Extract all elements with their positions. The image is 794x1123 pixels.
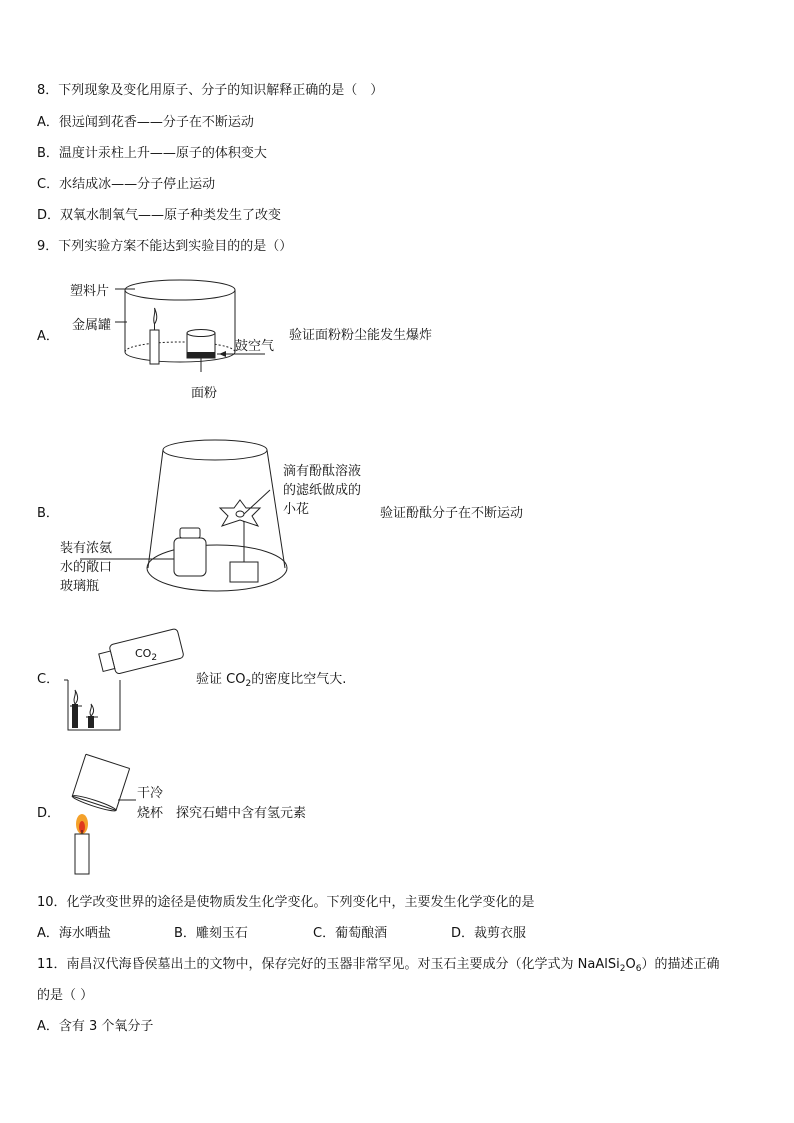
q10-options: [37, 925, 526, 943]
dry-beaker-candle-diagram: [60, 752, 140, 876]
q11-option-a[interactable]: A．含有 3 个氧分子: [37, 1019, 154, 1034]
q10-option-c[interactable]: C．葡萄酿酒: [313, 926, 388, 941]
short-candle-icon: [88, 716, 94, 728]
q9-c-purpose: 验证 $CO_2$的密度比空气大.: [196, 672, 347, 689]
label-flower-1: 滴有酚酞溶液: [283, 464, 362, 479]
q9-b-purpose: 验证酚酞分子在不断运动: [380, 506, 524, 521]
label-metal-can: 金属罐: [72, 318, 112, 333]
label-bottle-1: 装有浓氨: [60, 541, 113, 556]
q10-option-a[interactable]: A．海水晒盐: [37, 926, 111, 941]
q8-option-d[interactable]: D．双氧水制氧气——原子种类发生了改变: [37, 208, 282, 223]
q9-option-a-letter[interactable]: A．: [37, 329, 59, 344]
q9-stem: 9．下列实验方案不能达到实验目的的是（）: [37, 239, 293, 254]
label-plastic-sheet: 塑料片: [70, 284, 110, 299]
q10-option-d[interactable]: D．裁剪衣服: [451, 926, 527, 941]
q8-stem: 8．下列现象及变化用原子、分子的知识解释正确的是（ ）: [37, 83, 384, 98]
paper-flower-icon: [220, 500, 260, 526]
label-bottle-2: 水的敞口: [60, 560, 113, 575]
q8-option-c[interactable]: C．水结成冰——分子停止运动: [37, 177, 216, 192]
ammonia-bottle-icon: [174, 538, 206, 576]
q10-option-b[interactable]: B．雕刻玉石: [174, 926, 248, 941]
q9-a-purpose: 验证面粉粉尘能发生爆炸: [289, 328, 433, 343]
candle-icon: [150, 330, 159, 364]
label-flower-2: 的滤纸做成的: [283, 483, 362, 498]
q11-stem-line2: 的是（ ）: [37, 988, 94, 1003]
q9-option-b-letter[interactable]: B．: [37, 506, 59, 521]
label-dry-cold-1: 干冷: [137, 786, 164, 801]
label-dry-cold-2: 烧杯: [137, 806, 164, 821]
label-blow-air: 鼓空气: [235, 339, 275, 354]
candle-icon: [75, 834, 89, 874]
q8-option-a[interactable]: A．很远闻到花香——分子在不断运动: [37, 115, 254, 130]
co2-pouring-diagram: [60, 624, 190, 734]
q9-option-d-letter[interactable]: D．: [37, 806, 61, 821]
q9-d-purpose: 探究石蜡中含有氢元素: [176, 806, 307, 821]
label-flour: 面粉: [191, 386, 218, 401]
label-flower-3: 小花: [283, 502, 310, 517]
q8-option-b[interactable]: B．温度计汞柱上升——原子的体积变大: [37, 146, 267, 161]
q11-stem: 11．南昌汉代海昏侯墓出土的文物中，保存完好的玉器非常罕见。对玉石主要成分（化学式为 $NaAlSi_2O_6$）的描述正确: [37, 957, 720, 974]
tall-candle-icon: [72, 704, 78, 728]
co2-bottle-label: $CO_2$: [135, 647, 158, 663]
flour-explosion-diagram: [115, 272, 285, 372]
q9-option-c-letter[interactable]: C．: [37, 672, 60, 687]
q10-stem: 10．化学改变世界的途径是使物质发生化学变化。下列变化中，主要发生化学变化的是: [37, 895, 535, 910]
label-bottle-3: 玻璃瓶: [60, 579, 100, 594]
